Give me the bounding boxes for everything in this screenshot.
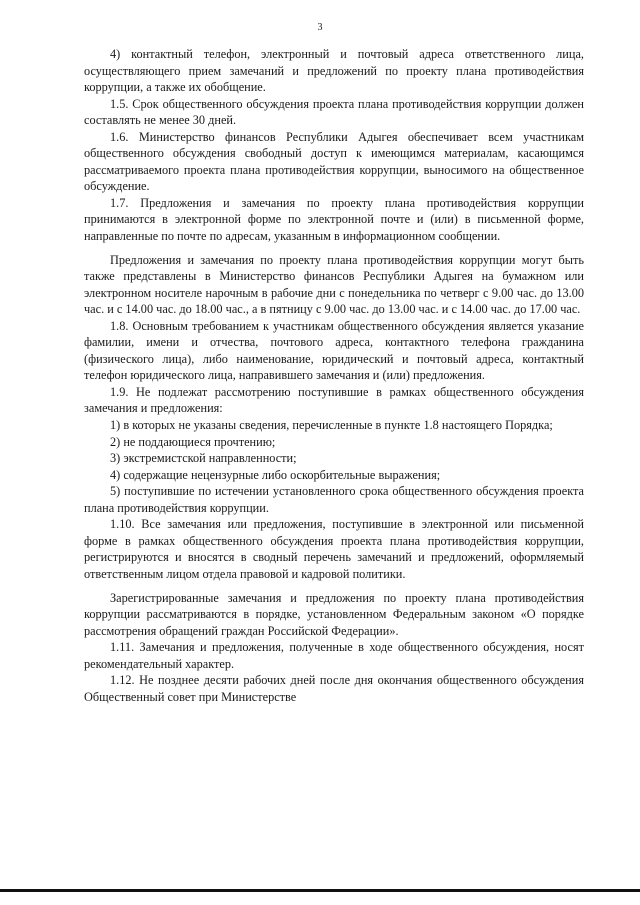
paragraph: Зарегистрированные замечания и предложения по проекту плана противодействия коррупции рассматриваются в порядке, установленном Федеральным законом «О порядке рассмотрения обращений граждан Российской Федерации». [84, 590, 584, 638]
paragraph: Предложения и замечания по проекту плана противодействия коррупции могут быть также представлены в Министерство финансов Республики Адыгея на бумажном или электронном носителе нарочным в рабочие дни с понедельника по четверг с 9.00 час. до 13.00 час. и с 14.00 час. до 18.00 час., а в пятницу с 9.00 час. до 13.00 час. и с 14.00 час. до 17.00 час. [84, 252, 584, 317]
paragraph: 1.10. Все замечания или предложения, поступившие в электронной или письменной форме в рамках общественного обсуждения проекта плана противодействия коррупции, регистрируются и вносятся в сводный перечень замечаний и предложений, оформляемый ответственным лицом отдела правовой и кадровой политики. [84, 517, 584, 581]
paragraph: 1.9. Не подлежат рассмотрению поступившие в рамках общественного обсуждения замечания и предложения: [84, 384, 584, 416]
scan-edge-line [0, 889, 640, 892]
paragraph: 1.8. Основным требованием к участникам общественного обсуждения является указание фамилии, имени и отчества, почтового адреса, контактного телефона гражданина (физического лица), либо наименование, юридический и почтовый адреса, контактный телефон юридического лица, направившего замечания и (или) предложения. [84, 318, 584, 383]
paragraph: 1.11. Замечания и предложения, полученные в ходе общественного обсуждения, носят рекомендательный характер. [84, 640, 584, 671]
list-item: 5) поступившие по истечении установленного срока общественного обсуждения проекта плана противодействия коррупции. [84, 484, 584, 515]
paragraph: 1.12. Не позднее десяти рабочих дней после дня окончания общественного обсуждения Общественный совет при Министерстве [84, 673, 584, 704]
paragraph: 1.5. Срок общественного обсуждения проекта плана противодействия коррупции должен составлять не менее 30 дней. [84, 96, 584, 128]
list-item: 1) в которых не указаны сведения, перечисленные в пункте 1.8 настоящего Порядка; [110, 418, 553, 433]
paragraph: 1.6. Министерство финансов Республики Адыгея обеспечивает всем участникам общественного обсуждения свободный доступ к имеющимся материалам, касающимся рассматриваемого проекта плана противодействия коррупции, выносимого на общественное обсуждение. [84, 129, 584, 194]
document-body [84, 46, 584, 705]
list-item: 2) не поддающиеся прочтению; [110, 434, 276, 449]
page-number: 3 [317, 22, 323, 33]
list-item: 3) экстремистской направленности; [110, 451, 297, 466]
paragraph: 1.7. Предложения и замечания по проекту плана противодействия коррупции принимаются в электронной форме по электронной почте и (или) в письменной форме, направленные по почте по адресам, указанным в информационном сообщении. [84, 195, 584, 244]
list-item: 4) содержащие нецензурные либо оскорбительные выражения; [110, 467, 441, 482]
paragraph: 4) контактный телефон, электронный и почтовый адреса ответственного лица, осуществляющего прием замечаний и предложений по проекту плана противодействия коррупции, а также их обобщение. [84, 47, 584, 95]
